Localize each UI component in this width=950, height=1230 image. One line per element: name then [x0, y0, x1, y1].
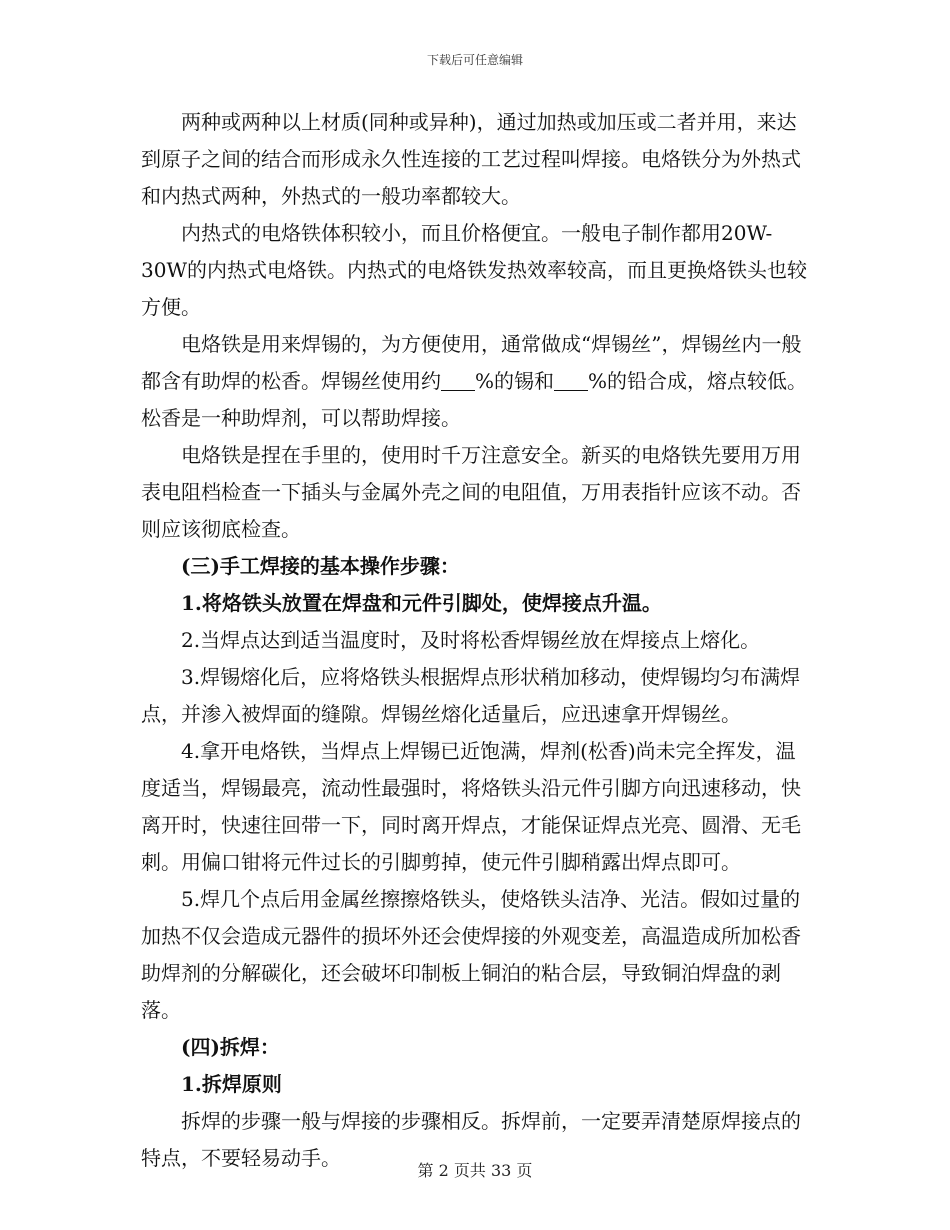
heading-manual-welding-steps: (三)手工焊接的基本操作步骤：	[181, 554, 460, 578]
step-2: 2.当焊点达到适当温度时，及时将松香焊锡丝放在焊接点上熔化。	[181, 628, 761, 652]
heading-desoldering: (四)拆焊：	[181, 1035, 280, 1059]
solder-wire-text-2: %的锡和	[475, 369, 555, 393]
paragraph-welding-definition: 两种或两种以上材质(同种或异种)，通过加热或加压或二者并用，来达到原子之间的结合而形成永久性连接的工艺过程叫焊接。电烙铁分为外热式和内热式两种，外热式的一般功率都较大。	[141, 110, 801, 208]
step-4: 4.拿开电烙铁，当焊点上焊锡已近饱满，焊剂(松香)尚未完全挥发，温度适当，焊锡最亮，流动性最强时，将烙铁头沿元件引脚方向迅速移动，快离开时，快速往回带一下，同时离开焊点，才能保证焊点光亮、圆滑、无毛刺。用偏口钳将元件过长的引脚剪掉，使元件引脚稍露出焊点即可。	[141, 739, 801, 874]
paragraph-desoldering-principle: 拆焊的步骤一般与焊接的步骤相反。拆焊前，一定要弄清楚原焊接点的特点，不要轻易动手。	[141, 1109, 801, 1170]
step-5: 5.焊几个点后用金属丝擦擦烙铁头，使烙铁头洁净、光洁。假如过量的加热不仅会造成元器件的损坏外还会使焊接的外观变差，高温造成所加松香助焊剂的分解碳化，还会破坏印制板上铜泊的粘合层，导致铜泊焊盘的剥落。	[141, 887, 801, 1022]
solder-wire-text-1: 电烙铁是用来焊锡的，为方便使用，通常做成“焊锡丝”，焊锡丝内一般都含有助焊的松香。焊锡丝使用约	[141, 332, 802, 393]
solder-wire-text-3: %的铅合成，熔点较低。松香是一种助焊剂，可以帮助焊接。	[141, 369, 808, 430]
page-footer: 第 2 页共 33 页	[417, 1161, 533, 1180]
fill-blank-lead	[554, 370, 588, 391]
step-1: 1.将烙铁头放置在焊盘和元件引脚处，使焊接点升温。	[181, 591, 662, 615]
step-3: 3.焊锡熔化后，应将烙铁头根据焊点形状稍加移动，使焊锡均匀布满焊点，并渗入被焊面的缝隙。焊锡丝熔化适量后，应迅速拿开焊锡丝。	[141, 665, 801, 726]
document-body	[141, 104, 811, 1177]
page-header: 下载后可任意编辑	[426, 53, 523, 67]
paragraph-solder-wire	[141, 326, 811, 437]
paragraph-internal-heat-iron: 内热式的电烙铁体积较小，而且价格便宜。一般电子制作都用20W-30W的内热式电烙铁。内热式的电烙铁发热效率较高，而且更换烙铁头也较方便。	[141, 221, 808, 319]
paragraph-safety: 电烙铁是捏在手里的，使用时千万注意安全。新买的电烙铁先要用万用表电阻档检查一下插头与金属外壳之间的电阻值，万用表指针应该不动。否则应该彻底检查。	[141, 443, 801, 541]
fill-blank-tin	[441, 370, 475, 391]
heading-desoldering-principle: 1.拆焊原则	[181, 1072, 282, 1096]
